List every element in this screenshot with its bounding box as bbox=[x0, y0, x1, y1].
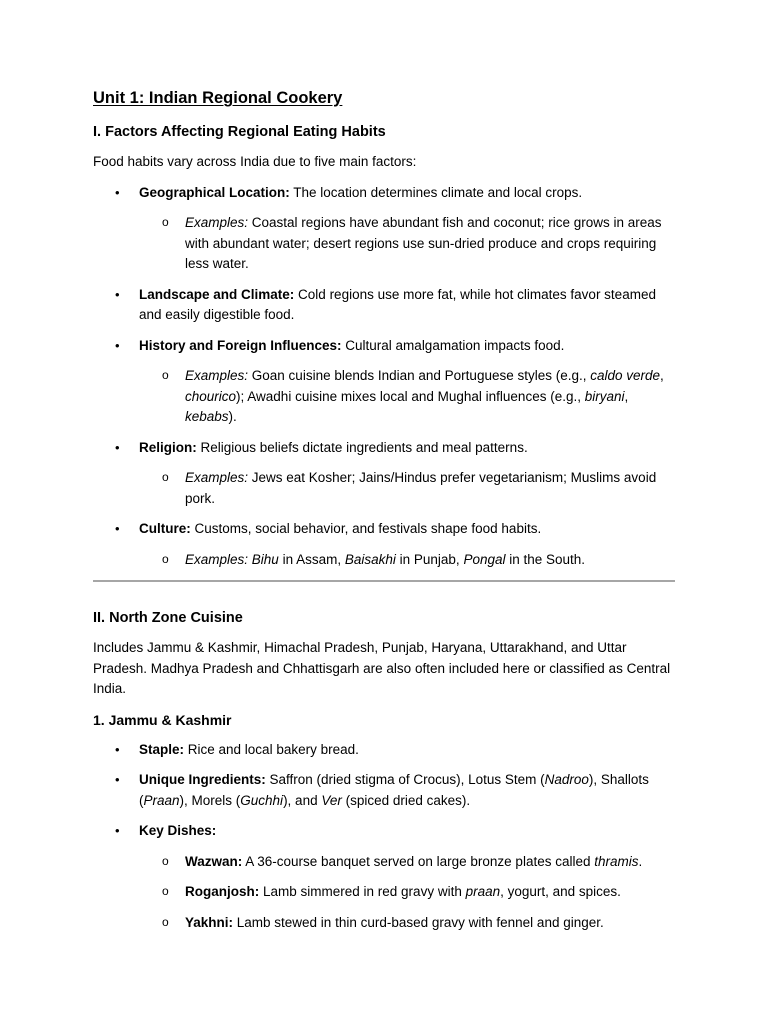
document-body bbox=[93, 86, 675, 933]
example-geography bbox=[93, 213, 675, 275]
section-2-intro: Includes Jammu & Kashmir, Himachal Pradesh, Punjab, Haryana, Uttarakhand, and Uttar Pradesh. Madhya Pradesh and Chhattisgarh are also often included here or classified as Central India. bbox=[93, 640, 671, 696]
dish-name: caldo verde bbox=[590, 368, 661, 383]
festival-name: Baisakhi bbox=[344, 551, 396, 567]
ingredient-name: Praan bbox=[143, 792, 180, 808]
dish-term: praan bbox=[465, 884, 501, 899]
factor-label: Culture: bbox=[139, 521, 191, 536]
section-2-heading: II. North Zone Cuisine bbox=[93, 610, 243, 626]
item-text: Saffron (dried stigma of Crocus), Lotus Stem ( bbox=[265, 772, 545, 787]
item-label: Unique Ingredients: bbox=[139, 772, 266, 787]
factor-label: Landscape and Climate: bbox=[139, 286, 295, 302]
sub-bullet-icon: o bbox=[162, 215, 169, 229]
factor-text: The location determines climate and local crops. bbox=[289, 184, 583, 200]
item-text: (spiced dried cakes). bbox=[341, 792, 471, 808]
ingredient-name: Guchhi bbox=[240, 792, 284, 808]
section-1-heading: I. Factors Affecting Regional Eating Habits bbox=[93, 124, 386, 140]
sub-bullet-icon: o bbox=[162, 853, 169, 868]
example-text: in the South. bbox=[505, 551, 586, 567]
example-label: Examples: bbox=[185, 470, 249, 485]
dish-text: A 36-course banquet served on large bronze plates called bbox=[242, 853, 595, 869]
example-text: , bbox=[660, 368, 664, 383]
section-divider bbox=[93, 580, 675, 582]
dish-label: Wazwan: bbox=[185, 853, 243, 869]
dish-wazwan bbox=[93, 852, 675, 873]
example-religion bbox=[93, 468, 675, 509]
factor-text: Customs, social behavior, and festivals shape food habits. bbox=[190, 521, 542, 536]
dish-name: biryani bbox=[584, 388, 625, 404]
sub-bullet-icon: o bbox=[162, 551, 169, 566]
example-label: Examples: bbox=[185, 368, 249, 383]
example-history bbox=[93, 366, 675, 428]
subsection-jammu-kashmir-heading: 1. Jammu & Kashmir bbox=[93, 711, 232, 728]
jk-staple bbox=[93, 740, 675, 761]
section-1-intro: Food habits vary across India due to five main factors: bbox=[93, 154, 417, 169]
unit-title: Unit 1: Indian Regional Cookery bbox=[93, 89, 343, 107]
ingredient-name: Nadroo bbox=[544, 772, 589, 787]
dish-name: chourico bbox=[185, 388, 237, 404]
dish-text: , yogurt, and spices. bbox=[500, 884, 621, 899]
bullet-icon: • bbox=[115, 286, 120, 302]
example-label: Examples: bbox=[185, 551, 249, 567]
bullet-icon: • bbox=[115, 439, 120, 455]
dish-label: Roganjosh: bbox=[185, 884, 260, 899]
factor-text: Cultural amalgamation impacts food. bbox=[341, 337, 565, 353]
factor-landscape bbox=[93, 285, 675, 326]
item-text: ), Shallots ( bbox=[139, 772, 649, 808]
sub-bullet-icon: o bbox=[162, 884, 169, 898]
festival-name: Pongal bbox=[463, 551, 506, 567]
factors-list bbox=[93, 183, 675, 571]
example-culture bbox=[93, 550, 675, 571]
example-label: Examples: bbox=[185, 215, 249, 230]
example-text: Coastal regions have abundant fish and coconut; rice grows in areas with abundant water; desert regions use sun-dried produce and crops requiring less water. bbox=[185, 215, 662, 271]
bullet-icon: • bbox=[115, 337, 120, 353]
factor-text: Religious beliefs dictate ingredients and meal patterns. bbox=[196, 439, 528, 455]
item-text: ), and bbox=[283, 792, 322, 808]
item-label: Key Dishes: bbox=[139, 823, 217, 838]
sub-bullet-icon: o bbox=[162, 914, 169, 929]
factor-religion bbox=[93, 438, 675, 459]
bullet-icon: • bbox=[115, 772, 120, 787]
bullet-icon: • bbox=[115, 184, 120, 200]
festival-name: Bihu bbox=[251, 551, 279, 567]
item-text: ), Morels ( bbox=[179, 792, 241, 808]
example-text: in Assam, bbox=[278, 551, 345, 567]
factor-label: Geographical Location: bbox=[139, 184, 290, 200]
example-text: ); Awadhi cuisine mixes local and Mughal influences (e.g., bbox=[236, 388, 585, 404]
dish-yakhni bbox=[93, 913, 675, 934]
dish-label: Yakhni: bbox=[185, 914, 234, 930]
sub-bullet-icon: o bbox=[162, 470, 169, 484]
jk-key-dishes bbox=[93, 821, 675, 842]
example-text: Goan cuisine blends Indian and Portuguese styles (e.g., bbox=[248, 368, 591, 383]
factor-text: Cold regions use more fat, while hot climates favor steamed and easily digestible food. bbox=[139, 286, 656, 322]
factor-history bbox=[93, 336, 675, 357]
dish-name: kebabs bbox=[185, 409, 229, 424]
jk-ingredients bbox=[93, 770, 675, 811]
bullet-icon: • bbox=[115, 823, 120, 838]
item-text: Rice and local bakery bread. bbox=[184, 741, 359, 757]
ingredient-name: Ver bbox=[321, 792, 342, 808]
dish-text: . bbox=[638, 853, 643, 869]
dish-text: Lamb stewed in thin curd-based gravy with fennel and ginger. bbox=[233, 914, 604, 930]
dish-term: thramis bbox=[594, 853, 639, 869]
jammu-kashmir-list bbox=[93, 740, 675, 934]
factor-label: Religion: bbox=[139, 439, 197, 455]
factor-label: History and Foreign Influences: bbox=[139, 337, 342, 353]
bullet-icon: • bbox=[115, 741, 120, 757]
factor-geography bbox=[93, 183, 675, 204]
example-text: Jews eat Kosher; Jains/Hindus prefer vegetarianism; Muslims avoid pork. bbox=[185, 470, 657, 506]
item-label: Staple: bbox=[139, 741, 185, 757]
factor-culture bbox=[93, 519, 675, 540]
sub-bullet-icon: o bbox=[162, 368, 169, 382]
bullet-icon: • bbox=[115, 521, 120, 536]
example-text: ). bbox=[228, 409, 237, 424]
dish-text: Lamb simmered in red gravy with bbox=[259, 884, 466, 899]
example-text: in Punjab, bbox=[395, 551, 464, 567]
dish-roganjosh bbox=[93, 882, 675, 903]
example-text: , bbox=[624, 388, 629, 404]
